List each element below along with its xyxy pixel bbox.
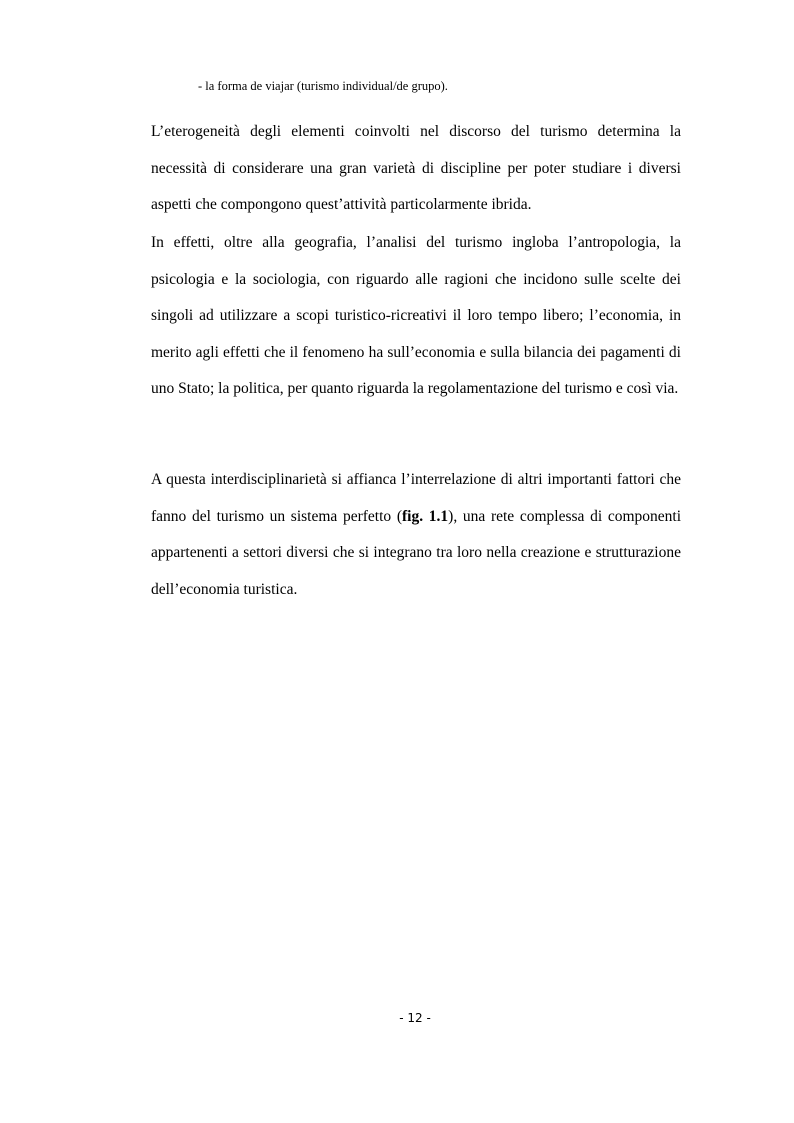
figure-reference: fig. 1.1 [402, 507, 449, 525]
paragraph-text-end: ), una rete complessa di componenti appartenenti a settori diversi che si integrano tra loro nella creazione e strutturazione dell’economia turistica. [151, 507, 682, 598]
paragraph-text-start: A questa interdisciplinarietà si affianca l’interrelazione di altri importanti fattori che fanno del turismo un sistema perfetto ( [151, 471, 681, 525]
paragraph-interdisciplinarity [151, 462, 681, 608]
paragraph-heterogeneity: L’eterogeneità degli elementi coinvolti nel discorso del turismo determina la necessità di considerare una gran varietà di discipline per poter studiare i diversi aspetti che compongono quest’attività particolarmente ibrida. [151, 123, 681, 214]
list-item-travel-mode: - la forma de viajar (turismo individual/de grupo). [198, 79, 448, 93]
page-number: - 12 - [399, 1011, 431, 1025]
paragraph-disciplines: In effetti, oltre alla geografia, l’analisi del turismo ingloba l’antropologia, la psicologia e la sociologia, con riguardo alle ragioni che incidono sulle scelte dei singoli ad utilizzare a scopi turistico-ricreativi il loro tempo libero; l’economia, in merito agli effetti che il fenomeno ha sull’economia e sulla bilancia dei pagamenti di uno Stato; la politica, per quanto riguarda la regolamentazione del turismo e così via. [151, 234, 681, 398]
